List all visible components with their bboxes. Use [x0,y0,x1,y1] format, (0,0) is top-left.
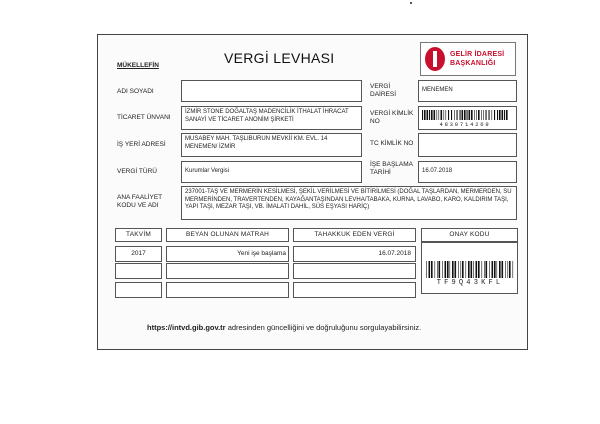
document-title: VERGİ LEVHASI [224,50,335,66]
barcode-bar [457,110,458,120]
barcode-bar [506,110,508,120]
barcode-bar [478,110,480,120]
barcode-bar [499,261,501,278]
barcode-bar [469,110,471,120]
vergi-dairesi-label: VERGİ DAİRESİ [370,83,397,98]
vkn-barcode [422,110,508,120]
ana-faaliyet-label: ANA FAALİYET KODU VE ADI [117,194,163,209]
barcode-bar [439,110,440,120]
barcode-bar [461,261,462,278]
barcode-bar [450,261,451,278]
barcode-bar [434,110,436,120]
barcode-bar [460,110,461,120]
vergi-dairesi-value: MENEMEN [418,80,517,102]
barcode-bar [424,110,426,120]
barcode-bar [426,261,427,278]
barcode-bar [502,261,504,278]
barcode-bar [454,110,455,120]
ana-faaliyet-value: 237001-TAŞ VE MERMERİN KESİLMESİ, ŞEKİL VERİLMESİ VE BİTİRİLMESİ (DOĞAL TAŞLARDAN, MERMERDEN, SU MERMERİNDEN, TRAVERTENDEN, KAYAĞANTAŞINDAN LEVHA/TABAKA, KURNA, LAVABO, KARO, KALDIRIM TAŞI, YAPI TAŞI, MEZAR TAŞI, VB. İMALATI DAHİL, SÜS EŞYASI HARİÇ) [181,186,517,220]
barcode-bar [494,110,495,120]
barcode-bar [466,261,467,278]
barcode-bar [442,261,443,278]
tahakkuk-cell-3 [293,282,416,298]
matrah-cell-1: Yeni işe başlama [166,246,289,262]
ticaret-unvani-label: TİCARET ÜNVANI [117,114,171,121]
barcode-bar [505,261,506,278]
barcode-bar [464,110,466,120]
barcode-bar [458,261,459,278]
vergi-kimlik-no-value: 4830714269 [439,121,491,128]
gib-logo [420,42,516,76]
barcode-bar [494,261,496,278]
barcode-bar [444,110,445,120]
barcode-bar [513,261,514,278]
barcode-bar [451,110,452,120]
scan-speck [410,2,412,4]
tahakkuk-cell-1: 16.07.2018 [293,246,416,262]
tc-kimlik-no-value [418,133,517,157]
barcode-bar [486,110,487,120]
tahakkuk-cell-2 [293,263,416,279]
gib-logo-text: GELİR İDARESİ BAŞKANLIĞI [450,51,505,67]
barcode-bar [441,110,443,120]
barcode-bar [497,261,498,278]
barcode-bar [486,261,488,278]
vergi-turu-label: VERGİ TÜRÜ [117,168,157,175]
barcode-bar [429,261,431,278]
onay-kodu-value: TF9Q43KFL [436,279,504,287]
barcode-bar [445,261,447,278]
verification-note: https://intvd.gib.gov.tr adresinden güncelliğini ve doğruluğunu sorgulayabilirsiniz. [147,323,422,332]
onay-kodu-header: ONAY KODU [421,228,518,242]
barcode-bar [455,261,457,278]
barcode-bar [497,110,498,120]
barcode-bar [448,110,449,120]
takvim-cell-3 [115,282,162,298]
barcode-bar [489,110,490,120]
barcode-bar [439,261,441,278]
barcode-bar [422,110,423,120]
matrah-header: BEYAN OLUNAN MATRAH [166,228,289,242]
barcode-bar [471,261,473,278]
barcode-bar [431,110,433,120]
barcode-bar [462,261,464,278]
verification-link[interactable]: https://intvd.gib.gov.tr [147,323,226,332]
takvim-cell-2 [115,263,162,279]
barcode-bar [484,261,485,278]
barcode-bar [489,261,490,278]
barcode-bar [435,261,436,278]
gib-logo-icon [425,47,445,71]
barcode-bar [474,110,475,120]
barcode-bar [447,261,449,278]
barcode-bar [473,261,474,278]
barcode-bar [468,261,470,278]
onay-barcode [426,261,514,278]
ticaret-unvani-value: İZMİR STONE DOĞALTAŞ MADENCİLİK İTHALAT İHRACAT SANAYİ VE TİCARET ANONİM ŞİRKETİ [181,106,362,130]
barcode-bar [452,261,454,278]
barcode-bar [483,110,484,120]
barcode-bar [446,110,447,120]
barcode-bar [429,110,430,120]
barcode-bar [467,110,468,120]
barcode-bar [504,110,505,120]
matrah-cell-2 [166,263,289,279]
barcode-bar [502,110,504,120]
barcode-bar [471,110,473,120]
is-yeri-adresi-label: İŞ YERİ ADRESİ [117,141,166,148]
vergi-kimlik-no-box [418,106,517,130]
barcode-bar [427,110,429,120]
barcode-bar [462,110,464,120]
barcode-bar [508,261,509,278]
barcode-bar [492,261,494,278]
adi-soyadi-value [181,80,362,102]
barcode-bar [482,261,483,278]
barcode-bar [476,110,477,120]
tahakkuk-header: TAHAKKUK EDEN VERGİ [293,228,416,242]
ise-baslama-value: 16.07.2018 [418,161,517,183]
barcode-bar [431,261,433,278]
barcode-bar [509,261,511,278]
vergi-turu-value: Kurumlar Vergisi [181,161,362,183]
barcode-bar [481,110,482,120]
vergi-kimlik-no-label: VERGİ KİMLİK NO [370,110,414,125]
takvim-cell-1: 2017 [115,246,162,262]
barcode-bar [476,261,478,278]
tc-kimlik-no-label: TC KİMLİK NO [370,140,414,147]
is-yeri-adresi-value: MUSABEY MAH. TAŞLIBURUN MEVKİİ KM. EVL. 14 MENEMEN/ İZMİR [181,133,362,157]
adi-soyadi-label: ADI SOYADI [117,88,154,95]
barcode-bar [437,261,438,278]
section-label: MÜKELLEFİN [117,62,159,69]
barcode-bar [437,110,438,120]
ise-baslama-label: İŞE BAŞLAMA TARİHİ [370,161,413,176]
onay-kodu-box [421,242,518,294]
barcode-bar [492,110,493,120]
matrah-cell-3 [166,282,289,298]
barcode-bar [478,261,480,278]
takvim-header: TAKVİM [115,228,162,242]
barcode-bar [499,110,501,120]
